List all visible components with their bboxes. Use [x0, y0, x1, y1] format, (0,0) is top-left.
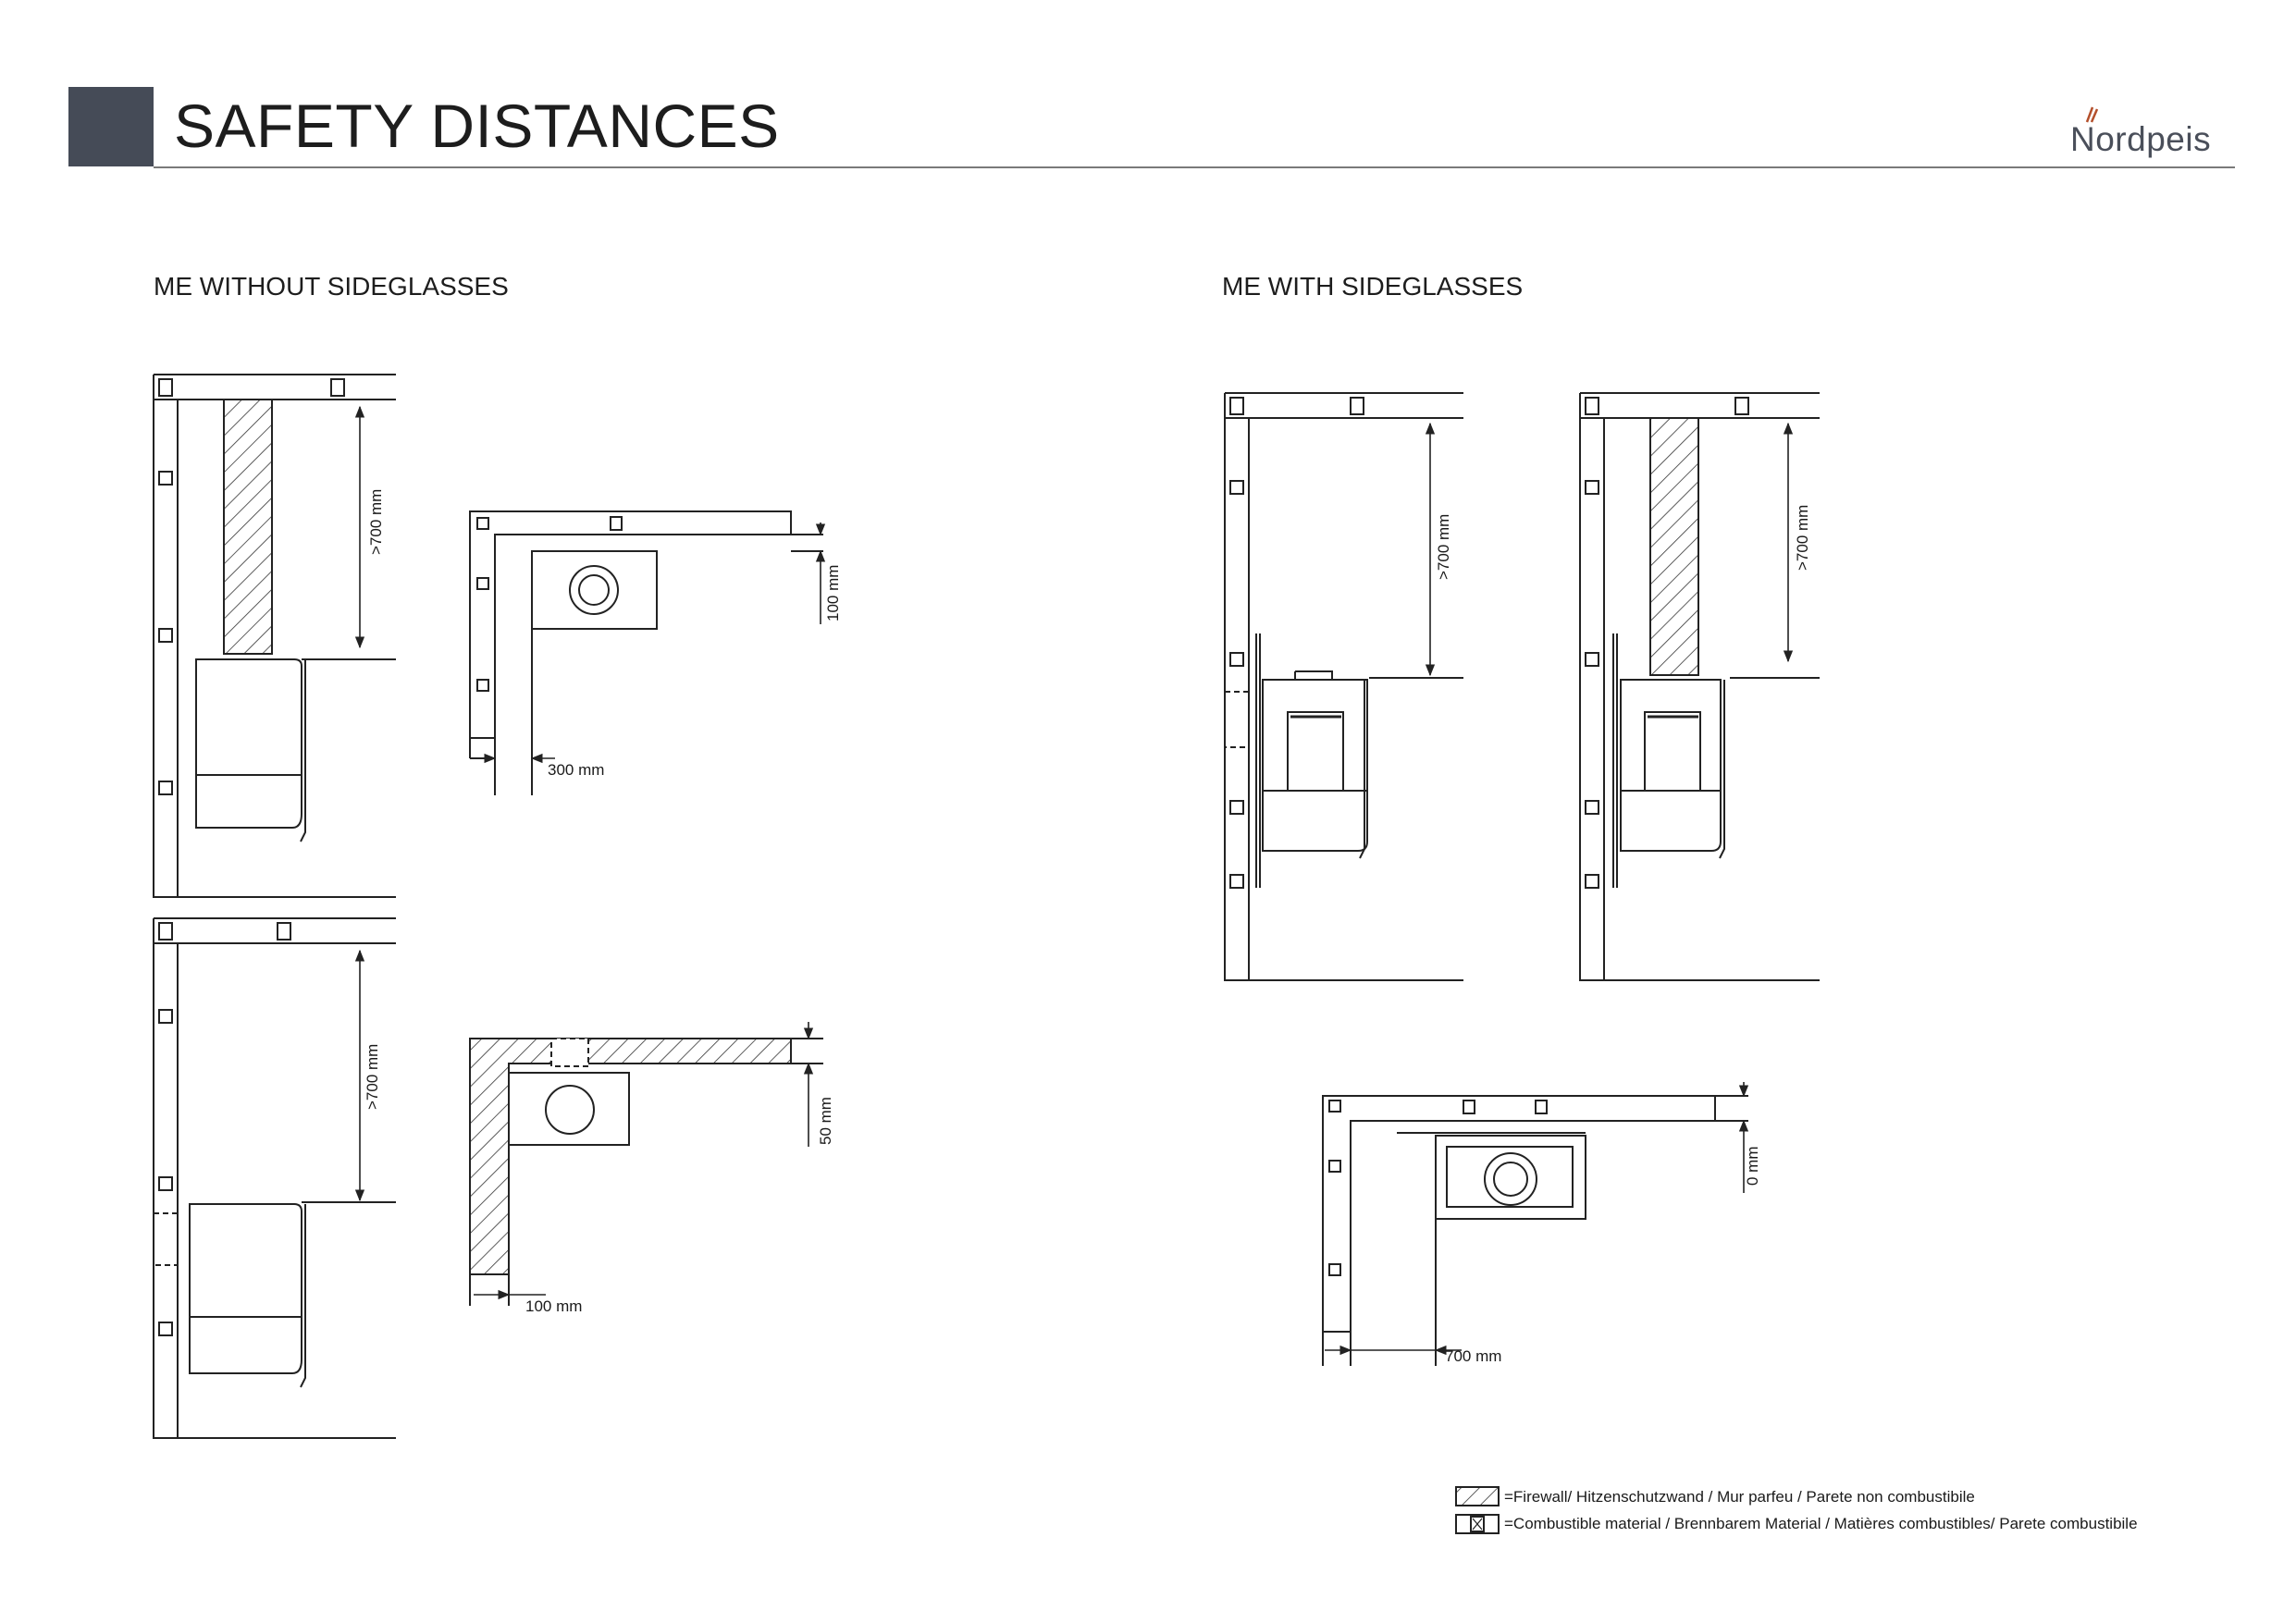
left-bottom-plan-view — [470, 1022, 823, 1306]
right-side-view-a — [1225, 393, 1463, 980]
dim-right-plan-back: 0 mm — [1744, 1146, 1761, 1186]
dim-left-bottom-plan-back: 50 mm — [817, 1097, 834, 1145]
dim-right-plan-side: 700 mm — [1445, 1347, 1502, 1365]
section-title-without-sideglasses: ME WITHOUT SIDEGLASSES — [154, 272, 509, 301]
dim-left-top-plan-back: 100 mm — [824, 564, 842, 621]
dim-left-top-side-back: >700 mm — [367, 488, 385, 555]
dim-right-b-back: >700 mm — [1794, 504, 1811, 571]
logo-text: Nordpeis — [2070, 120, 2212, 158]
dim-left-bottom-plan-side: 100 mm — [525, 1297, 583, 1315]
legend-firewall-label: =Firewall/ Hitzenschutzwand / Mur parfeu / Parete non combustibile — [1504, 1488, 1975, 1506]
dim-left-bottom-side-back: >700 mm — [364, 1043, 381, 1110]
combustible-swatch-icon — [1456, 1515, 1499, 1533]
section-title-with-sideglasses: ME WITH SIDEGLASSES — [1222, 272, 1524, 301]
left-top-side-view — [154, 375, 396, 897]
legend — [1456, 1487, 1499, 1533]
right-side-view-b — [1580, 393, 1820, 980]
right-plan-view — [1323, 1082, 1748, 1366]
page-title: SAFETY DISTANCES — [174, 92, 780, 160]
dim-right-a-back: >700 mm — [1435, 513, 1452, 580]
legend-combustible-label: =Combustible material / Brennbarem Material / Matières combustibles/ Parete combustibile — [1504, 1515, 2138, 1532]
left-bottom-side-view — [154, 918, 396, 1438]
firewall-swatch-icon — [1456, 1487, 1499, 1506]
left-top-plan-view — [470, 511, 823, 795]
dim-left-top-plan-side: 300 mm — [548, 761, 605, 779]
